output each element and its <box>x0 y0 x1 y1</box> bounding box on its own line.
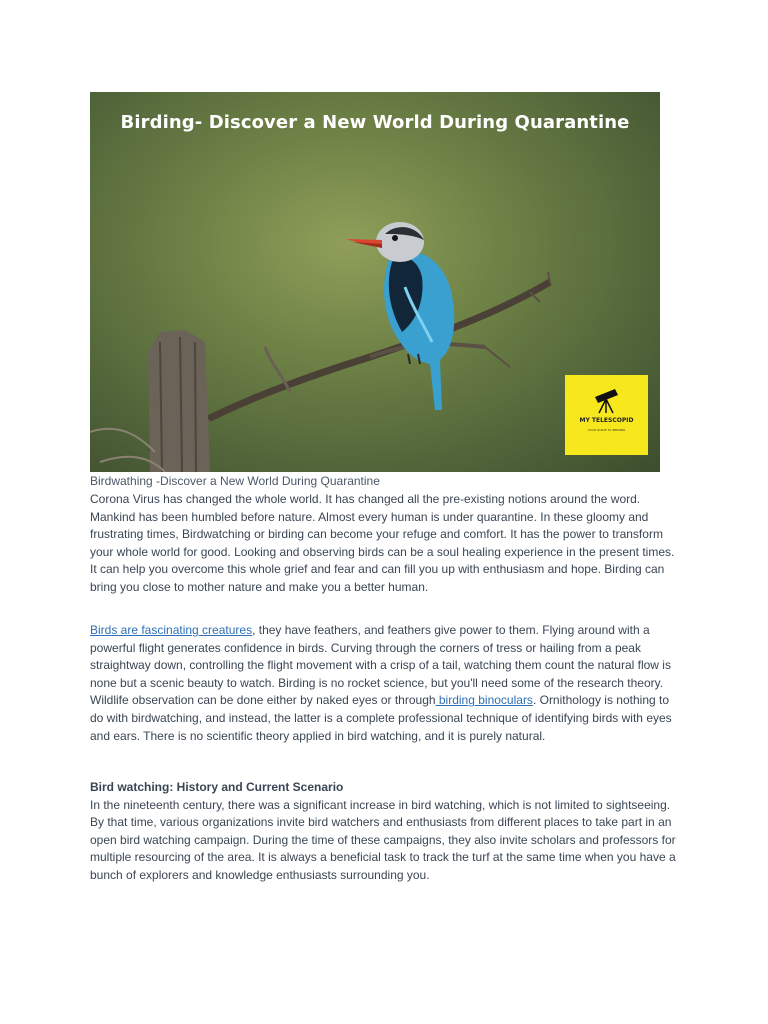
telescope-icon <box>593 385 621 415</box>
hero-image <box>90 92 660 472</box>
birds-text-part2: . Ornithology is nothing to do with birdwatching, and instead, the latter is a complete professional technique of identifying birds with eyes and ears. There is no scientific theory applied in bird watching, and it is purely natural. <box>90 693 672 743</box>
logo-name: MY TELESCOPID <box>579 417 634 424</box>
birding-binoculars-link[interactable]: birding binoculars <box>435 693 533 708</box>
birds-paragraph <box>90 622 680 745</box>
birds-text-part1: , they have feathers, and feathers give power to them. Flying around with a powerful flight generates confidence in birds. Curving through the corners of tress or hailing from a peak straightway down, controlling the flight movement with a crisp of a tail, watching them count the natural flow is none but a scenic beauty to watch. Birding is no rocket science, but you'll need some of the research theory. Wildlife observation can be done either by naked eyes or through <box>90 623 671 708</box>
image-caption: Birdwathing -Discover a New World During Quarantine <box>90 474 380 488</box>
history-section <box>90 779 680 885</box>
logo-tagline: YOUR GUIDE TO BIRDING <box>587 428 626 432</box>
brand-logo <box>565 375 648 455</box>
intro-text: Corona Virus has changed the whole world. It has changed all the pre-existing notions around the word. Mankind has been humbled before nature. Almost every human is under quarantine. In these gloomy and frustrating times, Birdwatching or birding can become your refuge and comfort. It has the power to transform your whole world for good. Looking and observing birds can be a soul healing experience in the present times. It can help you overcome this whole grief and fear and can fill you up with enthusiasm and hope. Birding can bring you close to mother nature and make you a better human. <box>90 492 675 594</box>
section-heading: Bird watching: History and Current Scenario <box>90 780 344 794</box>
section-body: In the nineteenth century, there was a significant increase in bird watching, which is not limited to sightseeing. By that time, various organizations invite bird watchers and enthusiasts from different places to take part in an open bird watching campaign. During the time of these campaigns, they also invite scholars and professors for multiple resourcing of the area. It is always a beneficial task to track the turf at the same time when you have a bunch of explorers and knowledge enthusiasts surrounding you. <box>90 797 676 882</box>
hero-title: Birding- Discover a New World During Quarantine <box>120 112 630 133</box>
intro-paragraph <box>90 491 680 597</box>
birds-text <box>90 622 680 745</box>
birds-creatures-link[interactable]: Birds are fascinating creatures <box>90 623 253 637</box>
